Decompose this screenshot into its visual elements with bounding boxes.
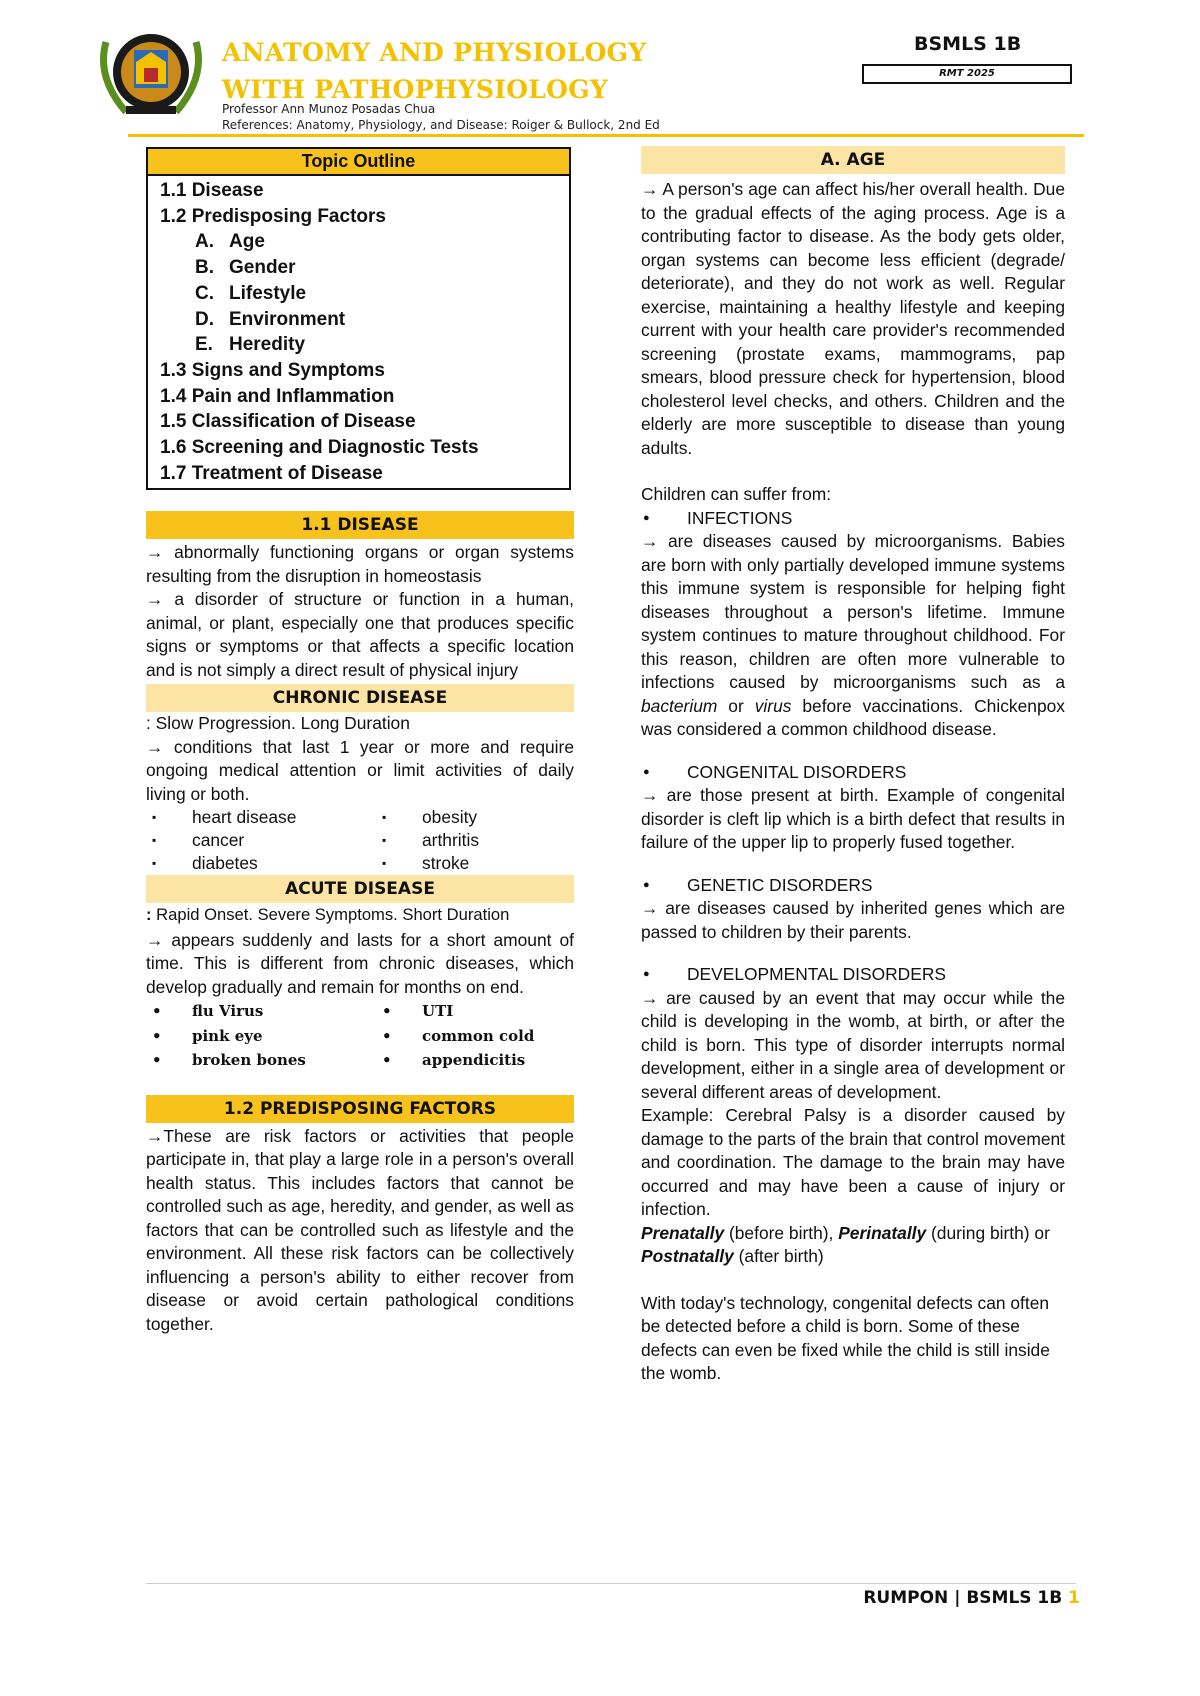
batch-label: RMT 2025 xyxy=(862,64,1072,84)
subitem-letter: C. xyxy=(195,282,214,304)
title-line-1: ANATOMY AND PHYSIOLOGY xyxy=(222,38,647,67)
list-item: ▪ stroke xyxy=(422,852,612,875)
infections-text: or xyxy=(717,695,755,716)
acute-description: → appears suddenly and lasts for a short amount of time. This is different from chronic diseases, which develop gradually and remain for months on end. xyxy=(146,929,574,997)
subitem-label: Gender xyxy=(229,257,296,279)
list-item: ▪ cancer xyxy=(192,829,422,852)
list-item: ▪ heart disease xyxy=(192,806,422,829)
outline-item: 1.5 Classification of Disease xyxy=(160,411,416,433)
header-divider xyxy=(128,134,1084,137)
term-bacterium: bacterium xyxy=(641,695,718,716)
outline-item: 1.1 Disease xyxy=(160,180,264,201)
infections-text: → are diseases caused by microorganisms. Babies are born with only partially developed immune systems this immune system is responsible for helping fight diseases throughout a person's lifetime. Immune system continues to mature throughout childhood. For this reason, children are often more vulnerable to infections caused by microorganisms such as a xyxy=(641,531,1065,692)
subitem-letter: E. xyxy=(195,334,213,356)
references: References: Anatomy, Physiology, and Disease: Roiger & Bullock, 2nd Ed xyxy=(222,118,660,132)
timing-text: (during birth) or xyxy=(926,1222,1050,1243)
developmental-example: Example: Cerebral Palsy is a disorder caused by damage to the parts of the brain that control movement and coordination. The damage to the brain may have occurred and may have been a cause of injury or infection. xyxy=(641,1105,1065,1219)
bullet-genetic: ● GENETIC DISORDERS xyxy=(641,874,1065,898)
professor-name: Professor Ann Munoz Posadas Chua xyxy=(222,102,436,116)
subitem-letter: D. xyxy=(195,308,214,330)
outline-item: 1.2 Predisposing Factors xyxy=(160,205,386,227)
subitem-letter: A. xyxy=(195,231,214,253)
timing-text: (before birth), xyxy=(724,1222,839,1243)
predisposing-description: →These are risk factors or activities that people participate in, that play a large role in a person's overall health status. This includes factors that cannot be controlled such as age, heredity, and gender, as well as factors that can be controlled such as lifestyle and the environment. All these risk factors can be collectively influencing a person's ability to either recover from disease or avoid certain pathological conditions together. xyxy=(146,1125,574,1334)
list-item: • flu Virus xyxy=(192,999,422,1024)
age-section xyxy=(641,146,1065,1386)
page-number: 1 xyxy=(1068,1588,1080,1608)
term-postnatally: Postnatally xyxy=(641,1246,734,1266)
bullet-congenital: ● CONGENITAL DISORDERS xyxy=(641,761,1065,785)
outline-subitem xyxy=(160,281,569,307)
page-footer xyxy=(863,1588,1080,1608)
timing-text: (after birth) xyxy=(733,1246,824,1266)
footer-label: RUMPON | BSMLS 1B xyxy=(863,1588,1063,1608)
age-description: → A person's age can affect his/her overall health. Due to the gradual effects of the aging process. Age is a contributing factor to disease. As the body gets older, organ systems can become less efficient (degrade/ deteriorate), and they do not work as well. Regular exercise, maintaining a healthy lifestyle and keeping current with your health care provider's recommended screening (prostate exams, mammograms, pap smears, blood pressure check for hypertension, blood cholesterol level checks, and others. Children and the elderly are more susceptible to disease than young adults. xyxy=(641,179,1065,458)
genetic-description: → are diseases caused by inherited genes which are passed to children by their parents. xyxy=(641,898,1065,942)
congenital-description: → are those present at birth. Example of congenital disorder is cleft lip which is a birth defect that results in failure of the upper lip to properly fused together. xyxy=(641,785,1065,852)
list-item: ▪ arthritis xyxy=(422,829,612,852)
developmental-timing xyxy=(641,1222,1065,1269)
list-item: ▪ obesity xyxy=(422,806,612,829)
chronic-examples xyxy=(146,806,574,875)
list-item: • common cold xyxy=(422,1024,612,1049)
term-prenatally: Prenatally xyxy=(641,1222,725,1243)
outline-item: 1.3 Signs and Symptoms xyxy=(160,359,385,381)
course-label: BSMLS 1B xyxy=(914,33,1022,55)
outline-item: 1.7 Treatment of Disease xyxy=(160,462,383,484)
term-virus: virus xyxy=(754,695,792,716)
subitem-label: Lifestyle xyxy=(229,282,307,304)
outline-list xyxy=(148,176,569,488)
closing-paragraph: With today's technology, congenital defects can often be detected before a child is born. Some of these defects can even be fixed while the child is still inside the womb. xyxy=(641,1292,1050,1383)
subitem-label: Environment xyxy=(229,308,346,330)
list-item: • broken bones xyxy=(192,1048,422,1073)
subitem-label: Heredity xyxy=(229,334,306,356)
acute-subtitle-colon: : xyxy=(146,905,152,924)
subitem-label: Age xyxy=(229,231,265,253)
section-heading: A. AGE xyxy=(641,146,1065,174)
subsection-heading: CHRONIC DISEASE xyxy=(146,684,574,712)
university-seal-logo xyxy=(96,22,206,120)
outline-subitem xyxy=(160,332,569,358)
disease-section xyxy=(146,511,574,1336)
term-perinatally: Perinatally xyxy=(838,1222,927,1243)
list-item: ▪ diabetes xyxy=(192,852,422,875)
list-item: • appendicitis xyxy=(422,1048,612,1073)
outline-item: 1.6 Screening and Diagnostic Tests xyxy=(160,437,479,459)
list-item: • pink eye xyxy=(192,1024,422,1049)
chronic-subtitle: : Slow Progression. Long Duration xyxy=(146,713,410,733)
section-heading: 1.1 DISEASE xyxy=(146,511,574,539)
topic-outline-box xyxy=(146,147,571,490)
children-intro: Children can suffer from: xyxy=(641,484,832,504)
acute-subtitle-text: Rapid Onset. Severe Symptoms. Short Duration xyxy=(151,905,510,924)
title-line-2: WITH PATHOPHYSIOLOGY xyxy=(222,75,609,104)
list-item: • UTI xyxy=(422,999,612,1024)
outline-item: 1.4 Pain and Inflammation xyxy=(160,385,395,407)
disease-definition-2: → a disorder of structure or function in a human, animal, or plant, especially one that produces specific signs or symptoms or that affects a specific location and is not simply a direct result of physical injury xyxy=(146,589,574,680)
section-heading: 1.2 PREDISPOSING FACTORS xyxy=(146,1095,574,1123)
infections-text: before vaccinations. Chickenpox was considered a common childhood disease. xyxy=(641,695,1065,739)
outline-subitem xyxy=(160,307,569,333)
document-title xyxy=(222,34,646,108)
bullet-infections: ● INFECTIONS xyxy=(641,507,1065,531)
acute-examples xyxy=(146,999,574,1073)
subitem-letter: B. xyxy=(195,257,214,279)
acute-subtitle xyxy=(146,903,574,927)
infections-description xyxy=(641,530,1065,742)
bullet-developmental: ● DEVELOPMENTAL DISORDERS xyxy=(641,963,1065,987)
outline-subitem xyxy=(160,255,569,281)
footer-divider xyxy=(146,1583,1076,1584)
developmental-description: → are caused by an event that may occur while the child is developing in the womb, at birth, or after the child is born. This type of disorder interrupts normal development, either in a single area of development or several different areas of development. xyxy=(641,987,1065,1102)
outline-heading: Topic Outline xyxy=(148,149,569,176)
outline-subitem xyxy=(160,229,569,255)
subsection-heading: ACUTE DISEASE xyxy=(146,875,574,903)
disease-definition-1: → abnormally functioning organs or organ systems resulting from the disruption in homeostasis xyxy=(146,542,574,586)
chronic-description: → conditions that last 1 year or more and require ongoing medical attention or limit activities of daily living or both. xyxy=(146,736,574,804)
